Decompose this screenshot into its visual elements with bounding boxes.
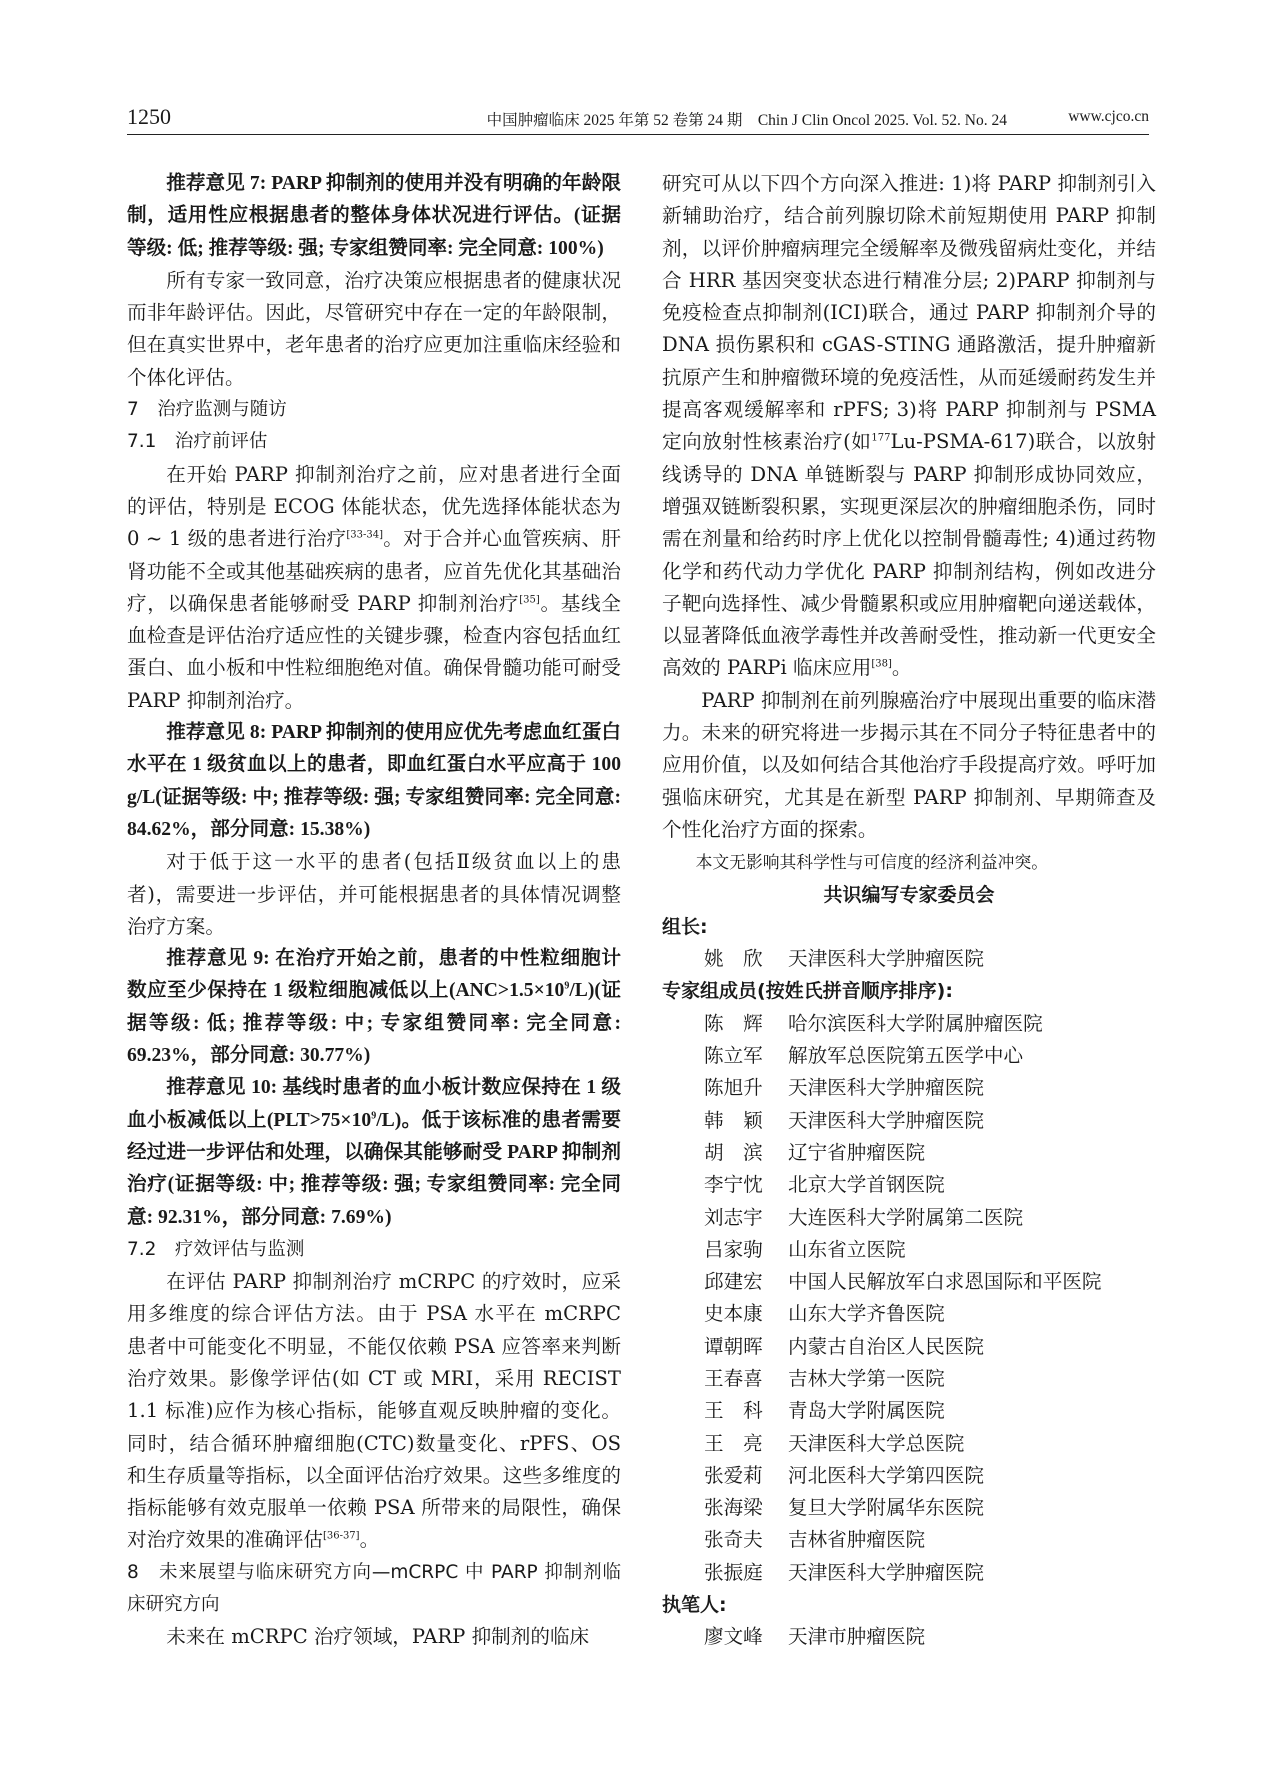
leader-row bbox=[662, 943, 1156, 975]
member-row bbox=[662, 1137, 1156, 1169]
member-affiliation: 天津医科大学肿瘤医院 bbox=[788, 1560, 984, 1584]
members-list bbox=[662, 1008, 1156, 1589]
citation[interactable]: [36-37] bbox=[322, 1530, 360, 1542]
paragraph-summary: PARP 抑制剂在前列腺癌治疗中展现出重要的临床潜力。未来的研究将进一步揭示其在不同分子特征患者中的应用价值，以及如何结合其他治疗手段提高疗效。呼吁加强临床研究，尤其是在新型 PARP 抑制剂、早期筛查及个性化治疗方面的探索。 bbox=[662, 688, 1156, 841]
member-name: 陈立军 bbox=[704, 1044, 763, 1068]
running-header bbox=[127, 100, 1149, 135]
text: 。 bbox=[891, 656, 912, 680]
citation[interactable]: [38] bbox=[871, 658, 892, 670]
member-name: 韩 颖 bbox=[704, 1108, 763, 1132]
section-7-1-heading: 7.1 治疗前评估 bbox=[127, 431, 268, 453]
member-row bbox=[662, 1040, 1156, 1072]
member-row bbox=[662, 1557, 1156, 1589]
recommendation-10 bbox=[127, 1072, 621, 1233]
member-affiliation: 天津医科大学肿瘤医院 bbox=[788, 1076, 984, 1100]
recommendation-8: 推荐意见 8: PARP 抑制剂的使用应优先考虑血红蛋白水平在 1 级贫血以上的患者，即血红蛋白水平应高于 100 g/L(证据等级: 中; 推荐等级: 强; 专家组赞同率: 完全同意: 84.62%，部分同意: 15.38%) bbox=[127, 722, 621, 840]
member-row bbox=[662, 1524, 1156, 1556]
text: 在评估 PARP 抑制剂治疗 mCRPC 的疗效时，应采用多维度的综合评估方法。由于 PSA 水平在 mCRPC 患者中可能变化不明显，不能仅依赖 PSA 应答率来判断治疗效果。影像学评估(如 CT 或 MRI，采用 RECIST 1.1 标准)应作为核心指标，能够直观反映肿瘤的变化。同时，结合循环肿瘤细胞(CTC)数量变化、rPFS、OS 和生存质量等指标，以全面评估治疗效果。这些多维度的指标能够有效克服单一依赖 PSA 所带来的局限性，确保对治疗效果的准确评估 bbox=[127, 1270, 621, 1552]
member-name: 廖文峰 bbox=[704, 1625, 763, 1649]
superscript: 177 bbox=[871, 432, 891, 444]
journal-citation: 中国肿瘤临床 2025 年第 52 卷第 24 期 Chin J Clin Oncol 2025. Vol. 52. No. 24 bbox=[486, 112, 1007, 129]
left-column bbox=[127, 168, 621, 1654]
leader-label: 组长: bbox=[662, 915, 708, 938]
member-row bbox=[662, 1460, 1156, 1492]
page-number: 1250 bbox=[127, 104, 171, 129]
journal-url[interactable]: www.cjco.cn bbox=[1068, 108, 1149, 125]
member-affiliation: 吉林省肿瘤医院 bbox=[788, 1528, 926, 1552]
citation[interactable]: [35] bbox=[519, 594, 540, 606]
committee-title: 共识编写专家委员会 bbox=[823, 883, 995, 906]
superscript: 9 bbox=[371, 1110, 377, 1122]
member-name: 王春喜 bbox=[704, 1366, 763, 1390]
member-row bbox=[662, 1363, 1156, 1395]
member-row bbox=[662, 1202, 1156, 1234]
member-name: 王 亮 bbox=[704, 1431, 763, 1455]
member-affiliation: 天津医科大学肿瘤医院 bbox=[788, 947, 984, 971]
member-affiliation: 大连医科大学附属第二医院 bbox=[788, 1205, 1024, 1229]
member-row bbox=[662, 1072, 1156, 1104]
text: 。 bbox=[359, 1528, 380, 1552]
member-affiliation: 山东大学齐鲁医院 bbox=[788, 1302, 945, 1326]
text: 研究可从以下四个方向深入推进: 1)将 PARP 抑制剂引入新辅助治疗，结合前列腺切除术前短期使用 PARP 抑制剂，以评价肿瘤病理完全缓解率及微残留病灶变化，并结合 HRR 基因突变状态进行精准分层; 2)PARP 抑制剂与免疫检查点抑制剂(ICI)联合，通过 PARP 抑制剂介导的 DNA 损伤累积和 cGAS-STING 通路激活，提升肿瘤新抗原产生和肿瘤微环境的免疫活性，从而延缓耐药发生并提高客观缓解率和 rPFS; 3)将 PARP 抑制剂与 PSMA 定向放射性核素治疗(如 bbox=[662, 172, 1156, 454]
member-name: 邱建宏 bbox=[704, 1270, 763, 1294]
paragraph-7-1 bbox=[127, 459, 621, 717]
member-row bbox=[662, 1492, 1156, 1524]
member-affiliation: 北京大学首钢医院 bbox=[788, 1173, 945, 1197]
writer-row bbox=[662, 1621, 1156, 1653]
member-row bbox=[662, 1105, 1156, 1137]
member-name: 王 科 bbox=[704, 1399, 763, 1423]
member-row bbox=[662, 1298, 1156, 1330]
member-name: 刘志宇 bbox=[704, 1205, 763, 1229]
member-name: 张海梁 bbox=[704, 1496, 763, 1520]
member-affiliation: 天津市肿瘤医院 bbox=[788, 1625, 926, 1649]
text: 在开始 PARP 抑制剂治疗之前，应对患者进行全面的评估，特别是 ECOG 体能状态，优先选择体能状态为 0 ~ 1 级的患者进行治疗 bbox=[127, 462, 621, 551]
member-name: 张奇夫 bbox=[704, 1528, 763, 1552]
recommendation-9 bbox=[127, 943, 621, 1072]
paragraph-age: 所有专家一致同意，治疗决策应根据患者的健康状况而非年龄评估。因此，尽管研究中存在一定的年龄限制，但在真实世界中，老年患者的治疗应更加注重临床经验和个体化评估。 bbox=[127, 268, 621, 389]
member-name: 陈旭升 bbox=[704, 1076, 763, 1100]
member-row bbox=[662, 1331, 1156, 1363]
citation[interactable]: [33-34] bbox=[346, 529, 384, 541]
text: 。对于合并心血管疾病、肝肾功能不全或其他基础疾病的患者，应首先优化其基础治疗，以确保患者能够耐受 PARP 抑制剂治疗 bbox=[127, 527, 621, 615]
paragraph-low-hemoglobin: 对于低于这一水平的患者(包括Ⅱ级贫血以上的患者)，需要进一步评估，并可能根据患者的具体情况调整治疗方案。 bbox=[127, 850, 621, 938]
member-row bbox=[662, 1428, 1156, 1460]
member-row bbox=[662, 1266, 1156, 1298]
member-name: 胡 滨 bbox=[704, 1140, 763, 1164]
member-affiliation: 吉林大学第一医院 bbox=[788, 1366, 945, 1390]
member-affiliation: 山东省立医院 bbox=[788, 1237, 906, 1261]
text: 推荐意见 10: 基线时患者的血小板计数应保持在 1 级血小板减低以上(PLT>75×10 bbox=[127, 1077, 621, 1131]
member-name: 史本康 bbox=[704, 1302, 763, 1326]
member-name: 姚 欣 bbox=[704, 947, 763, 971]
member-row bbox=[662, 1395, 1156, 1427]
member-affiliation: 天津医科大学总医院 bbox=[788, 1431, 965, 1455]
member-name: 张振庭 bbox=[704, 1560, 763, 1584]
member-row bbox=[662, 1169, 1156, 1201]
member-row bbox=[662, 1008, 1156, 1040]
member-affiliation: 辽宁省肿瘤医院 bbox=[788, 1140, 926, 1164]
member-affiliation: 河北医科大学第四医院 bbox=[788, 1463, 984, 1487]
member-name: 李宁忱 bbox=[704, 1173, 763, 1197]
writer-label: 执笔人: bbox=[662, 1594, 727, 1617]
conflict-statement: 本文无影响其科学性与可信度的经济利益冲突。 bbox=[695, 852, 1049, 873]
section-7-2-heading: 7.2 疗效评估与监测 bbox=[127, 1238, 305, 1260]
member-affiliation: 解放军总医院第五医学中心 bbox=[788, 1044, 1024, 1068]
text: 推荐意见 9: 在治疗开始之前，患者的中性粒细胞计数应至少保持在 1 级粒细胞减低以上(ANC>1.5×10 bbox=[127, 948, 621, 1002]
member-name: 张爱莉 bbox=[704, 1463, 763, 1487]
section-7-heading: 7 治疗监测与随访 bbox=[127, 399, 287, 421]
text: /L)。低于该标准的患者需要经过进一步评估和处理，以确保其能够耐受 PARP 抑制剂治疗(证据等级: 中; 推荐等级: 强; 专家组赞同率: 完全同意: 92.31%，部分同意: 7.69%) bbox=[127, 1109, 621, 1228]
member-name: 陈 辉 bbox=[704, 1011, 763, 1035]
recommendation-7: 推荐意见 7: PARP 抑制剂的使用并没有明确的年龄限制，适用性应根据患者的整体身体状况进行评估。(证据等级: 低; 推荐等级: 强; 专家组赞同率: 完全同意: 100%) bbox=[127, 173, 621, 259]
section-8-heading: 8 未来展望与临床研究方向—mCRPC 中 PARP 抑制剂临床研究方向 bbox=[127, 1561, 621, 1616]
member-affiliation: 中国人民解放军白求恩国际和平医院 bbox=[788, 1270, 1102, 1294]
member-name: 吕家驹 bbox=[704, 1237, 763, 1261]
paragraph-8-continued bbox=[662, 168, 1156, 685]
members-label: 专家组成员(按姓氏拼音顺序排序): bbox=[662, 980, 953, 1003]
text: /L)(证据等级: 低; 推荐等级: 中; 专家组赞同率: 完全同意: 69.23%，部分同意: 30.77%) bbox=[127, 980, 622, 1067]
text: 。基线全血检查是评估治疗适应性的关键步骤，检查内容包括血红蛋白、血小板和中性粒细胞绝对值。确保骨髓功能可耐受 PARP 抑制剂治疗。 bbox=[127, 591, 622, 712]
member-affiliation: 复旦大学附属华东医院 bbox=[788, 1496, 984, 1520]
member-name: 谭朝晖 bbox=[704, 1334, 763, 1358]
member-affiliation: 天津医科大学肿瘤医院 bbox=[788, 1108, 984, 1132]
member-row bbox=[662, 1234, 1156, 1266]
text: Lu-PSMA-617)联合，以放射线诱导的 DNA 单链断裂与 PARP 抑制形成协同效应，增强双链断裂积累，实现更深层次的肿瘤细胞杀伤，同时需在剂量和给药时序上优化以控制骨髓毒性; 4)通过药物化学和药代动力学优化 PARP 抑制剂结构，例如改进分子靶向选择性、减少骨髓累积或应用肿瘤靶向递送载体，以显著降低血液学毒性并改善耐受性，推动新一代更安全高效的 PARPi 临床应用 bbox=[662, 430, 1156, 680]
superscript: 9 bbox=[564, 980, 570, 992]
right-column bbox=[662, 168, 1156, 1654]
member-affiliation: 内蒙古自治区人民医院 bbox=[788, 1334, 984, 1358]
member-affiliation: 哈尔滨医科大学附属肿瘤医院 bbox=[788, 1011, 1043, 1035]
paragraph-7-2 bbox=[127, 1266, 621, 1557]
member-affiliation: 青岛大学附属医院 bbox=[788, 1399, 945, 1423]
paragraph-8-start: 未来在 mCRPC 治疗领域，PARP 抑制剂的临床 bbox=[166, 1625, 590, 1649]
